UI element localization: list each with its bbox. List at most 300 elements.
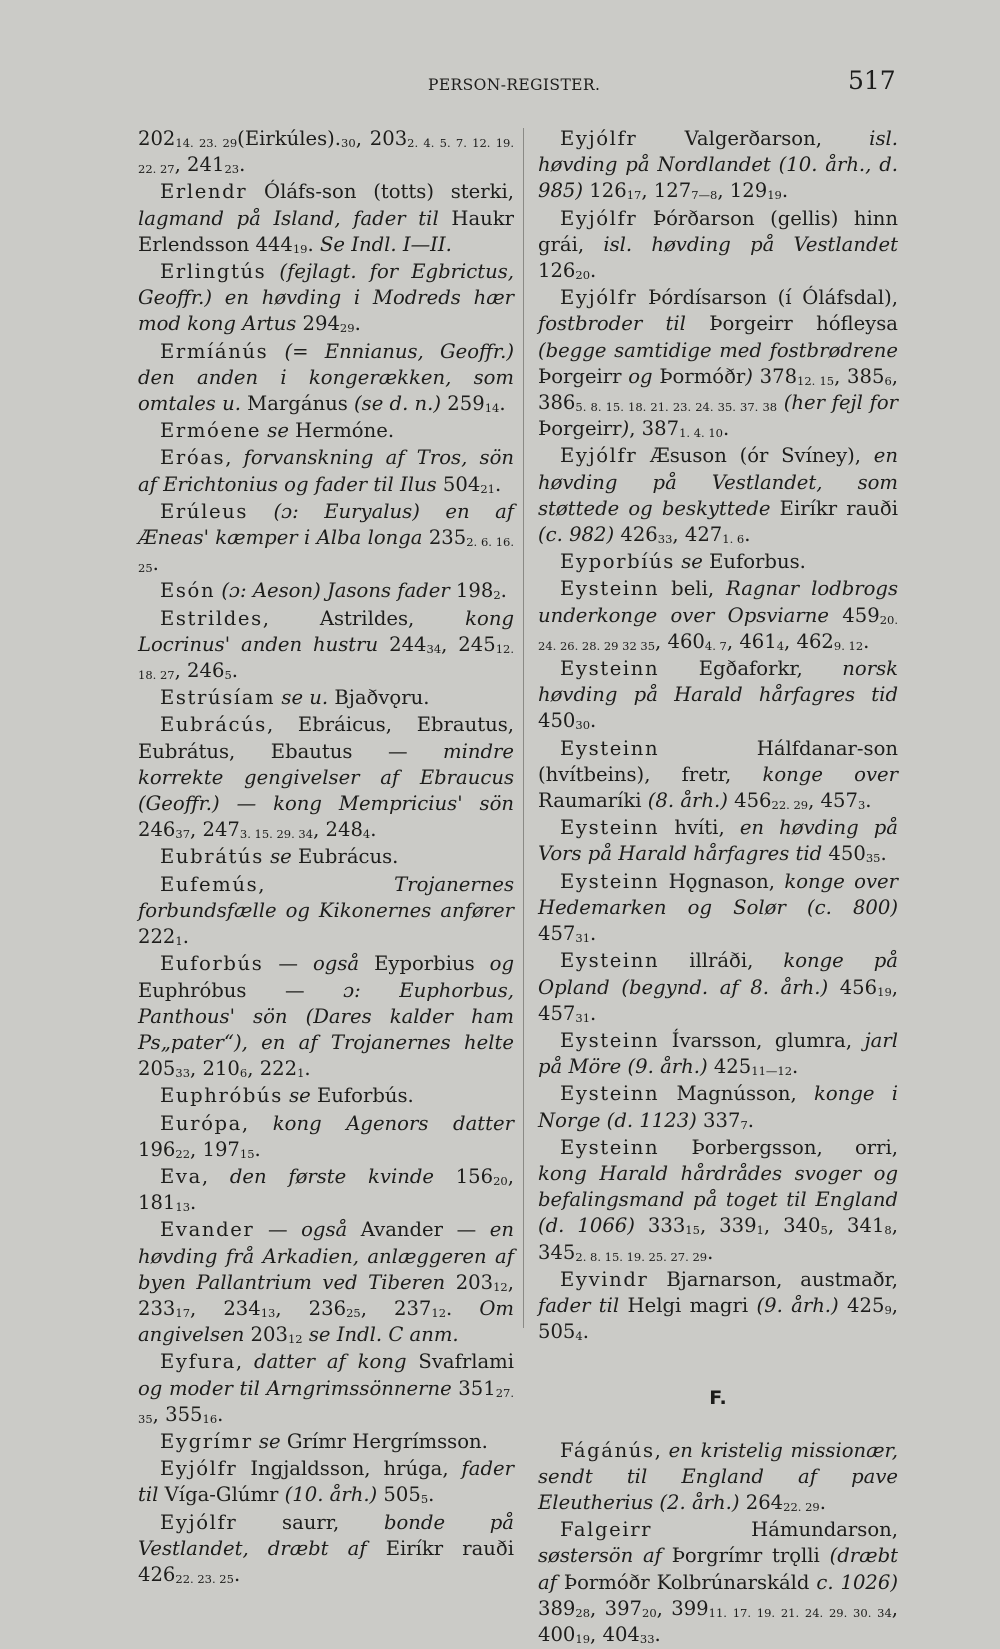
entry-italic-text: og: [489, 952, 514, 976]
entry-text: Raumaríki: [538, 789, 648, 813]
entry-italic-text: en høvding på Vestlandet, som støttede og beskyttede: [538, 444, 898, 520]
entry-text: 459: [828, 603, 880, 627]
line-reference: 4: [362, 827, 371, 842]
entry-text: , 457: [538, 975, 898, 1025]
entry-headword: Esón: [160, 579, 216, 603]
entry-italic-text: (ɔ: Euryalus) en af Æneas' kæmper i Alba longa: [138, 499, 514, 550]
entry-text: 505: [377, 1483, 421, 1507]
entry-italic-text: (ɔ: Aeson) Jasons fader: [215, 579, 450, 603]
entry-text: 126: [538, 259, 576, 283]
entry-headword: Eysteinn: [560, 816, 660, 840]
entry-text: Helgi magri: [619, 1293, 757, 1317]
entry-headword: Eyjólfr: [560, 444, 638, 468]
index-entry: [138, 445, 514, 497]
index-entry: [538, 126, 898, 205]
entry-headword: Eubrácús: [160, 713, 267, 737]
entry-headword: Európa: [160, 1111, 242, 1135]
line-reference: 23: [224, 162, 240, 177]
index-entry: [138, 499, 514, 578]
entry-text: 426: [614, 523, 658, 547]
line-reference: 20: [642, 1605, 657, 1620]
entry-text: Þormóðr: [652, 364, 746, 388]
index-entry: [138, 951, 514, 1082]
entry-italic-text: en høvding på Vors på Harald hårfagres tid: [538, 816, 898, 866]
line-reference: 2. 6. 16. 25: [138, 535, 514, 576]
entry-headword: Euforbús: [160, 952, 264, 976]
line-reference: 1. 6: [722, 532, 745, 547]
index-entry: [538, 1267, 898, 1346]
index-entry: [538, 1135, 898, 1266]
entry-text: Eyporbius: [359, 952, 490, 976]
entry-headword: Eysteinn: [560, 869, 660, 893]
entry-italic-text: søstersön af: [538, 1544, 662, 1568]
entry-text: Eiríkr rauði 426: [138, 1536, 514, 1586]
entry-text: 456: [727, 789, 772, 813]
entry-text: , 457: [808, 789, 858, 813]
line-reference: 11—12: [751, 1064, 793, 1079]
entry-text: .: [747, 1108, 755, 1132]
entry-italic-text: Trojanernes forbundsfælle og Kikonernes anfører: [138, 872, 514, 922]
entry-text: 222: [138, 925, 176, 949]
entry-text: .: [590, 922, 597, 946]
entry-text: .: [781, 179, 789, 203]
entry-text: saurr,: [237, 1510, 384, 1534]
entry-text: 126: [583, 179, 627, 203]
index-entry: [538, 285, 898, 442]
entry-text: 203: [445, 1270, 494, 1294]
entry-text: 244: [378, 632, 427, 656]
entry-text: , 247: [190, 818, 240, 842]
entry-italic-text: Om angivelsen: [138, 1296, 514, 1347]
entry-text: , 387: [629, 417, 680, 441]
entry-text: Óláfs-son (totts) sterki,: [247, 180, 514, 204]
entry-italic-text: ): [621, 417, 630, 441]
entry-text: , 129: [717, 179, 768, 203]
entry-italic-text: (her fejl for: [777, 391, 899, 415]
entry-text: , 341: [827, 1214, 885, 1238]
entry-text: Eiríkr rauði: [770, 496, 898, 520]
entry-italic-text: se u.: [275, 686, 329, 710]
line-reference: 31: [575, 931, 591, 946]
entry-italic-text: (10. årh.): [284, 1483, 378, 1507]
entry-headword: Ermóene: [160, 419, 262, 443]
entry-text: beli,: [659, 577, 727, 601]
entry-text: , 340: [763, 1214, 821, 1238]
line-reference: 1: [297, 1066, 305, 1081]
entry-headword: Eysteinn: [560, 949, 660, 973]
line-reference: 30: [341, 136, 356, 150]
entry-text: , 345: [538, 1214, 898, 1264]
line-reference: 15: [685, 1223, 700, 1238]
line-reference: 30: [575, 718, 591, 733]
entry-text: , 505: [538, 1293, 898, 1344]
entry-text: , 462: [784, 629, 834, 653]
entry-text: , 246: [174, 659, 225, 683]
section-letter: F.: [709, 1387, 727, 1410]
entry-headword: Eyjólfr: [160, 1510, 238, 1534]
entry-italic-text: se: [674, 550, 703, 574]
line-reference: 12. 18. 27: [138, 641, 514, 683]
entry-headword: Eyporbíús: [560, 550, 675, 574]
entry-text: Valgerðarson,: [637, 127, 870, 150]
entry-text: .: [880, 842, 887, 866]
entry-italic-text: konge i Norge (d. 1123): [538, 1082, 898, 1132]
line-reference: 14. 23. 29: [175, 136, 238, 150]
entry-italic-text: forvanskning af Tros, sön af Erichtonius og fader til Ilus: [138, 446, 514, 496]
entry-text: .: [233, 1562, 241, 1586]
entry-text: 333: [634, 1214, 686, 1238]
entry-text: 389: [538, 1596, 576, 1620]
entry-italic-text: en kristelig missionær, sendt til England af pave Eleutherius (2. årh.): [538, 1438, 898, 1514]
line-reference: 7—8: [691, 188, 718, 203]
entry-headword: Erlendr: [160, 180, 248, 204]
line-reference: 11. 17. 19. 21. 24. 29. 30. 34: [708, 1605, 892, 1620]
entry-italic-text: (= Ennianus, Geoffr.) den anden i kongerækken, som omtales u.: [138, 339, 514, 416]
entry-italic-text: (dræbt af: [538, 1544, 898, 1594]
entry-text: , 236: [275, 1296, 347, 1320]
index-entry: [138, 179, 514, 258]
index-entry: [138, 606, 514, 685]
entry-headword: Eygrímr: [160, 1429, 253, 1453]
entry-text: , 245: [441, 632, 496, 656]
entry-italic-text: se: [261, 419, 289, 443]
entry-headword: Euphróbús: [160, 1084, 283, 1108]
entry-text: ,: [258, 872, 395, 896]
entry-text: Þórdísarson (í Óláfsdal),: [637, 286, 898, 310]
entry-italic-text: Ragnar lodbrogs underkonge over Opsviarne: [538, 577, 898, 627]
line-reference: 33: [657, 532, 673, 547]
entry-text: , 248: [313, 818, 363, 842]
entry-italic-text: konge på Opland (begynd. af 8. årh.): [538, 949, 898, 999]
right-column-e-entries: [538, 126, 898, 1345]
entry-headword: Evander: [160, 1218, 255, 1242]
line-reference: 13: [260, 1305, 276, 1320]
entry-headword: Eyvindr: [560, 1267, 649, 1291]
index-entry: [538, 736, 898, 815]
entry-text: 450: [822, 842, 866, 866]
index-entry: [538, 576, 898, 655]
entry-text: 425: [707, 1055, 752, 1079]
line-reference: 15: [239, 1146, 255, 1161]
entry-text: 337: [696, 1108, 741, 1132]
line-reference: 12. 15: [797, 373, 835, 388]
entry-italic-text: bonde på Vestlandet, dræbt af: [138, 1510, 514, 1560]
entry-italic-text: ɔ: Euphorbus, Panthous' sön (Dares kalder ham Ps„pater“), en af Trojanernes helte: [138, 978, 514, 1054]
entry-text: 259: [441, 392, 485, 416]
line-reference: 1: [756, 1223, 764, 1238]
line-reference: 3: [857, 798, 866, 813]
entry-text: , 339: [699, 1214, 757, 1238]
entry-text: .: [707, 1240, 714, 1264]
entry-text: Þorbergsson, orri,: [659, 1135, 898, 1159]
entry-text: 450: [538, 709, 576, 733]
line-reference: 22. 29: [783, 1499, 820, 1514]
entry-text: .: [590, 709, 597, 733]
line-reference: 21: [480, 481, 495, 496]
line-reference: 1. 4. 10: [679, 426, 723, 441]
line-reference: 1: [175, 934, 183, 949]
entry-text: —: [263, 952, 313, 976]
index-entry: [138, 126, 514, 178]
entry-text: Euforbus.: [702, 550, 806, 574]
line-reference: 2: [493, 588, 501, 603]
entry-text: , 222: [247, 1057, 298, 1081]
line-reference: 17: [175, 1305, 191, 1320]
left-column: [138, 126, 514, 1589]
entry-text: Bjaðvǫru.: [328, 686, 430, 710]
line-reference: 14: [484, 401, 500, 416]
entry-text: Þorgrímr trǫlli: [661, 1544, 830, 1568]
line-reference: 33: [175, 1066, 191, 1081]
entry-italic-text: Se Indl. I—II.: [319, 232, 452, 256]
line-reference: 3. 15. 29. 34: [239, 827, 314, 842]
line-reference: 20: [493, 1173, 508, 1188]
line-reference: 37: [175, 827, 191, 842]
entry-text: 203: [244, 1323, 288, 1347]
index-entry: [538, 869, 898, 948]
entry-italic-text: også: [301, 1218, 348, 1242]
entry-text: .: [494, 472, 502, 496]
entry-text: , 399: [656, 1596, 709, 1620]
entry-text: , 461: [726, 629, 777, 653]
entry-text: Eubrácus.: [291, 845, 399, 869]
entry-italic-text: (9. årh.): [756, 1293, 839, 1317]
index-entry: [138, 1510, 514, 1589]
entry-text: Bjarnarson, austmaðr,: [648, 1267, 898, 1291]
index-entry: [538, 815, 898, 867]
entry-text: ,: [241, 1111, 273, 1135]
index-entry: [138, 578, 514, 604]
entry-text: Egðaforkr,: [659, 657, 843, 681]
entry-text: .: [500, 579, 507, 603]
entry-text: Þorgeirr hófleysa: [685, 312, 898, 336]
entry-text: .: [499, 392, 506, 416]
entry-text: Þormóðr Kolbrúnarskáld: [556, 1570, 817, 1594]
entry-text: Æsuson (ór Svíney),: [637, 444, 874, 468]
entry-text: , 355: [152, 1402, 203, 1426]
entry-text: Svafrlami: [406, 1350, 514, 1374]
entry-text: Avander —: [347, 1218, 490, 1242]
entry-text: , 203: [355, 127, 408, 150]
entry-text: Haukr Erlendsson 444: [138, 206, 514, 256]
line-reference: 6: [884, 373, 892, 388]
entry-text: 378: [752, 364, 798, 388]
entry-text: .: [304, 1057, 311, 1081]
line-reference: 19: [877, 984, 892, 999]
right-column: [538, 126, 898, 1649]
entry-italic-text: mindre korrekte gengivelser af Ebraucus (Geoffr.) — kong Mempricius' sön: [138, 739, 514, 816]
entry-italic-text: den første kvinde: [229, 1164, 434, 1188]
entry-italic-text: en høvding frå Arkadien, anlæggeren af byen Pallantrium ved Tiberen: [138, 1218, 514, 1294]
index-entry: [138, 844, 514, 870]
running-head: PERSON-REGISTER.: [428, 76, 601, 94]
entry-text: .: [370, 818, 377, 842]
entry-text: Hǫgnason,: [659, 869, 785, 893]
line-reference: 29: [339, 321, 355, 336]
entry-italic-text: norsk høvding på Harald hårfagres tid: [538, 657, 898, 707]
entry-text: .: [722, 417, 730, 441]
line-reference: 5: [224, 668, 232, 683]
entry-headword: Eufemús: [160, 872, 259, 896]
entry-text: Ívarsson, glumra,: [659, 1028, 865, 1052]
entry-italic-text: (8. årh.): [647, 789, 728, 813]
entry-text: 196: [138, 1137, 176, 1161]
entry-text: 457: [538, 922, 576, 946]
entry-text: 294: [296, 312, 340, 336]
index-entry: [138, 1164, 514, 1216]
entry-italic-text: jarl på Möre (9. årh.): [538, 1028, 898, 1079]
line-reference: 28: [575, 1605, 591, 1620]
entry-italic-text: (se d. n.): [354, 392, 442, 416]
entry-headword: Eysteinn: [560, 1028, 660, 1052]
line-reference: 33: [639, 1631, 655, 1646]
entry-text: , 460: [655, 629, 705, 653]
entry-text: .: [307, 232, 320, 256]
index-entry: [138, 1083, 514, 1109]
entry-text: , Ebráicus, Ebrautus, Eubrátus, Ebautus —: [138, 713, 514, 763]
entry-text: Þórðarson (gellis) hinn grái,: [538, 206, 898, 256]
entry-headword: Eyjólfr: [160, 1457, 238, 1481]
line-reference: 4: [776, 638, 785, 653]
line-reference: 8: [884, 1223, 892, 1238]
index-entry: [538, 1438, 898, 1517]
entry-text: .: [654, 1622, 661, 1646]
entry-text: .: [792, 1055, 799, 1079]
entry-text: , 241: [174, 153, 225, 177]
entry-text: Grímr Hergrímsson.: [280, 1429, 488, 1453]
entry-text: 351: [451, 1376, 496, 1400]
entry-headword: Eyjólfr: [560, 206, 638, 230]
index-entry: [138, 418, 514, 444]
entry-text: .: [582, 1320, 589, 1344]
entry-text: 235: [422, 526, 467, 550]
column-divider: [523, 128, 524, 1328]
entry-italic-text: konge over Hedemarken og Solør (c. 800): [538, 869, 898, 919]
entry-italic-text: ): [745, 364, 753, 388]
line-reference: 35: [865, 851, 881, 866]
entry-text: Þorgeirr: [538, 417, 622, 441]
entry-headword: Eva: [160, 1164, 202, 1188]
line-reference: 22. 29: [771, 798, 809, 813]
entry-text: .: [182, 925, 189, 949]
entry-text: .: [190, 1191, 197, 1215]
entry-text: .: [863, 629, 870, 653]
entry-text: 504: [436, 472, 481, 496]
entry-headword: Erlingtús: [160, 260, 267, 284]
line-reference: 7: [740, 1117, 748, 1132]
entry-headword: Fágánús: [560, 1438, 655, 1462]
index-entry: [538, 443, 898, 548]
index-entry: [538, 948, 898, 1027]
line-reference: 20: [575, 268, 591, 283]
entry-text: , 181: [138, 1164, 514, 1215]
entry-italic-text: kong Locrinus' anden hustru: [138, 606, 514, 656]
entry-text: Hálfdanar-son (hvítbeins), fretr,: [538, 736, 898, 786]
entry-text: illráði,: [659, 949, 784, 973]
entry-text: .: [152, 552, 159, 576]
entry-headword: Eyfura: [160, 1350, 236, 1374]
right-column-f-entries: [538, 1438, 898, 1649]
line-reference: 34: [426, 641, 442, 656]
entry-italic-text: også: [312, 952, 360, 976]
index-entry: [538, 206, 898, 285]
entry-headword: Estrildes: [160, 606, 263, 630]
index-entry: [138, 1456, 514, 1508]
index-entry: [138, 1349, 514, 1428]
entry-headword: Eyjólfr: [560, 127, 638, 150]
index-entry: [538, 1081, 898, 1133]
index-entry: [538, 1517, 898, 1648]
line-reference: 19: [767, 188, 782, 203]
entry-headword: Eróas: [160, 446, 226, 470]
entry-italic-text: og: [628, 364, 653, 388]
entry-text: 202: [138, 127, 176, 150]
entry-italic-text: isl. høvding på Vestlandet: [603, 232, 898, 256]
line-reference: 9. 12: [833, 638, 864, 653]
entry-text: , 127: [641, 179, 692, 203]
entry-text: .: [254, 1137, 261, 1161]
line-reference: 9: [884, 1302, 892, 1317]
entry-text: .: [446, 1296, 480, 1320]
entry-text: .: [744, 523, 751, 547]
entry-text: Þorgeirr: [538, 364, 629, 388]
entry-italic-text: fader til: [538, 1293, 620, 1317]
entry-text: , 237: [360, 1296, 432, 1320]
entry-italic-text: og moder til Arngrimssönnerne: [138, 1376, 452, 1400]
entry-text: , 404: [590, 1622, 640, 1646]
entry-italic-text: fader til: [138, 1457, 514, 1507]
entry-text: , 233: [138, 1270, 514, 1320]
line-reference: 5. 8. 15. 18. 21. 23. 24. 35. 37. 38: [575, 400, 778, 415]
entry-text: , 427: [672, 523, 723, 547]
entry-italic-text: c. 1026): [816, 1570, 898, 1594]
line-reference: 20. 24. 26. 28. 29 32 35: [538, 612, 898, 653]
line-reference: 2. 8. 15. 19. 25. 27. 29: [575, 1249, 708, 1264]
entry-text: .: [428, 1483, 435, 1507]
entry-headword: Eysteinn: [560, 657, 660, 681]
entry-headword: Falgeirr: [560, 1518, 653, 1542]
line-reference: 2. 4. 5. 7. 12. 19. 22. 27: [138, 136, 515, 177]
index-entry: [138, 872, 514, 951]
entry-text: ,: [201, 1164, 230, 1188]
index-entry: [538, 1028, 898, 1080]
entry-headword: Ermíánús: [160, 339, 269, 363]
entry-text: Víga-Glúmr: [158, 1483, 285, 1507]
index-entry: [138, 712, 514, 843]
entry-text: Magnússon,: [659, 1082, 815, 1106]
entry-text: .: [217, 1402, 224, 1426]
entry-italic-text: (c. 982): [538, 523, 615, 547]
entry-text: Hermóne.: [288, 419, 395, 443]
entry-headword: Eyjólfr: [560, 286, 638, 310]
entry-italic-text: fostbroder til: [538, 312, 686, 336]
entry-headword: Eysteinn: [560, 1082, 660, 1106]
index-entry: [138, 685, 514, 711]
line-reference: 31: [575, 1010, 591, 1025]
line-reference: 6: [239, 1066, 248, 1081]
entry-text: 425: [838, 1293, 885, 1317]
entry-text: 246: [138, 818, 176, 842]
entry-text: .: [590, 1001, 597, 1025]
page-number: 517: [848, 66, 896, 95]
entry-italic-text: kong Harald hårdrådes svoger og befalingsmand på toget til England (d. 1066): [538, 1161, 898, 1238]
entry-italic-text: kong Agenors datter: [272, 1111, 514, 1135]
entry-text: , 234: [190, 1296, 261, 1320]
line-reference: 19: [292, 241, 308, 256]
entry-text: hvíti,: [659, 816, 740, 840]
entry-headword: Eysteinn: [560, 577, 660, 601]
entry-text: Euforbús.: [310, 1084, 414, 1108]
